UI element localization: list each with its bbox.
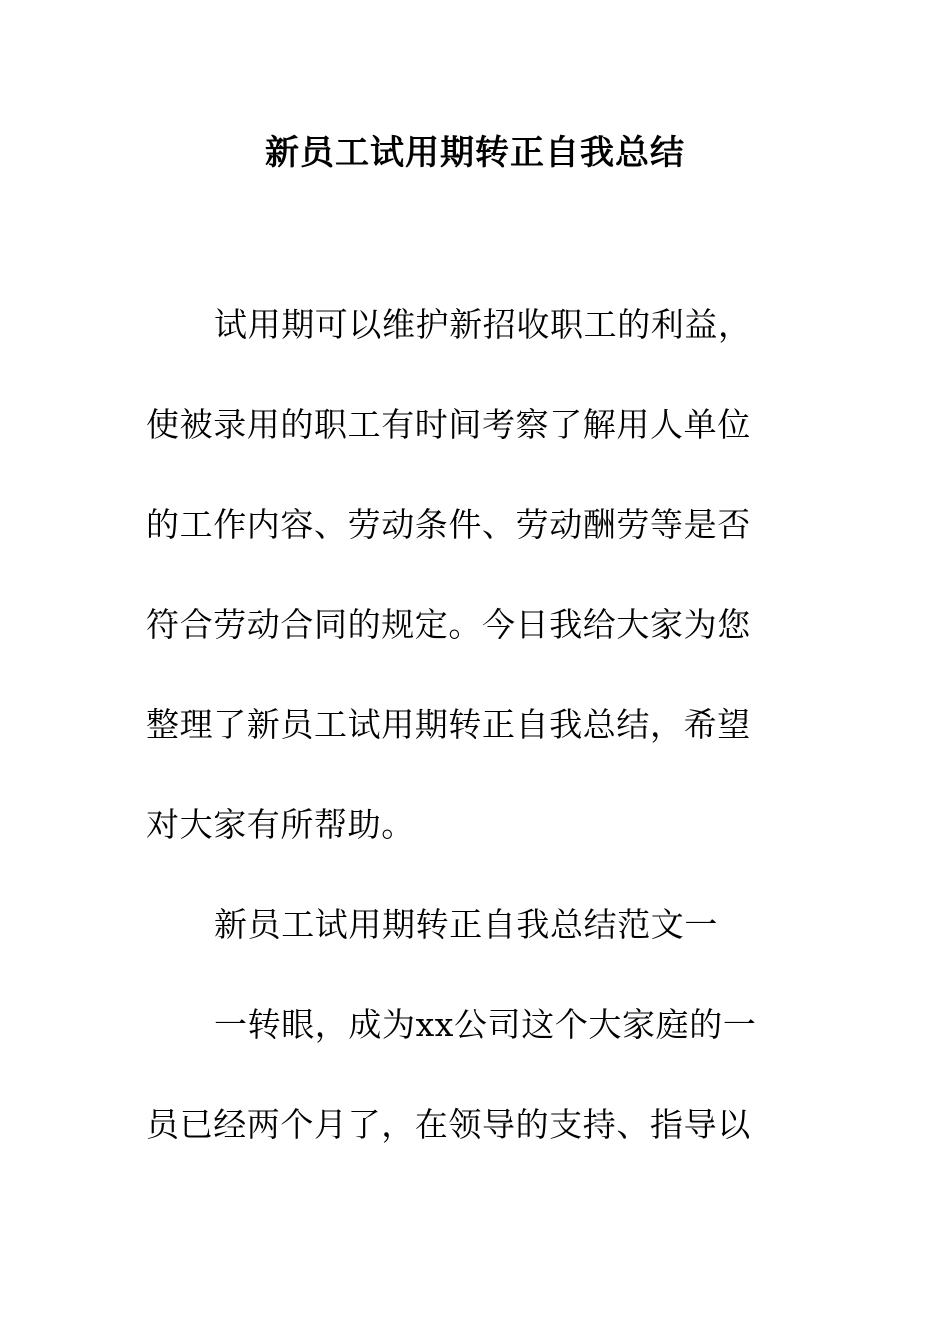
- paragraph-line-3: 的工作内容、劳动条件、劳动酬劳等是否: [146, 505, 751, 544]
- paragraph-line-5: 整理了新员工试用期转正自我总结，希望: [146, 705, 751, 744]
- document-title: 新员工试用期转正自我总结: [265, 133, 685, 173]
- paragraph-line-4: 符合劳动合同的规定。今日我给大家为您: [146, 605, 751, 644]
- paragraph-line-1: 试用期可以维护新招收职工的利益，: [214, 305, 752, 344]
- paragraph-line-9: 员已经两个月了，在领导的支持、指导以: [146, 1105, 751, 1144]
- paragraph-line-2: 使被录用的职工有时间考察了解用人单位: [146, 405, 751, 444]
- paragraph-line-8: 一转眼，成为xx公司这个大家庭的一: [214, 1005, 757, 1044]
- paragraph-line-6: 对大家有所帮助。: [146, 805, 415, 844]
- section-heading-line: 新员工试用期转正自我总结范文一: [214, 905, 718, 944]
